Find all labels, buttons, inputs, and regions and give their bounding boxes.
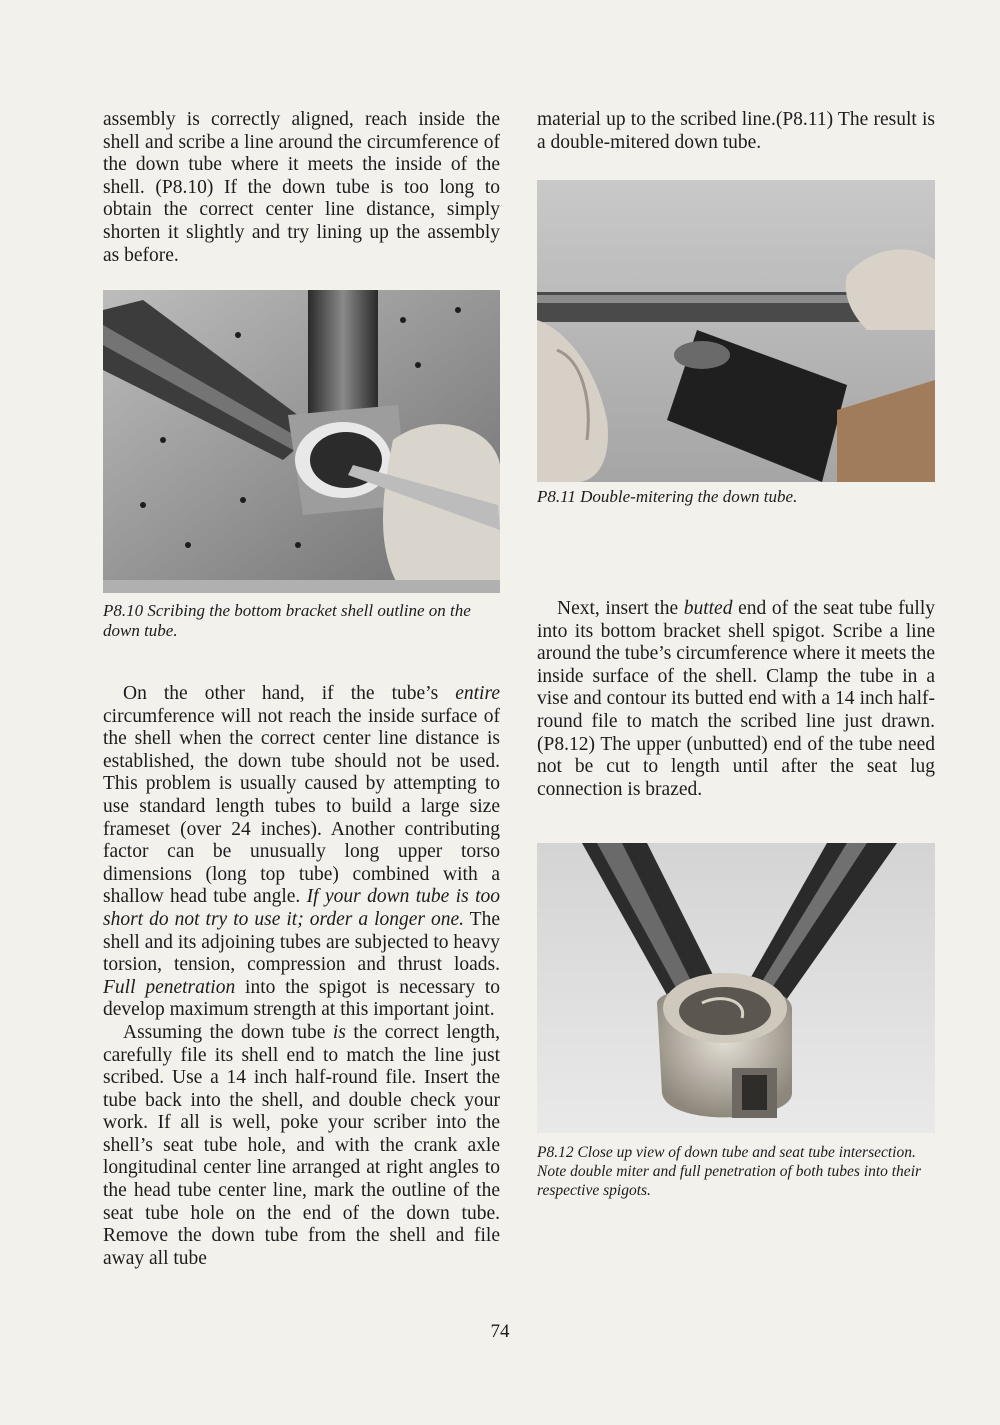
- left-paragraph-1: assembly is correctly aligned, reach inside the shell and scribe a line around the circumference of the down tube where it meets the inside of the shell. (P8.10) If the down tube is too long to obtain the correct center line distance, simply shorten it slightly and try lining up the assembly as before.: [103, 109, 500, 266]
- right-paragraph-2: [537, 598, 935, 801]
- emphasis-run: butted: [683, 598, 733, 619]
- photo-p8-10-image: [103, 290, 500, 593]
- right-paragraph-1: material up to the scribed line.(P8.11) The result is a double-mitered down tube.: [537, 109, 935, 153]
- text-run: the correct length, carefully file its shell end to match the line just scribed. Use a 14 inch half-round file. Insert the tube back into the shell, and double check your work. If all is well, poke your scriber into the shell’s seat tube hole, and with the crank axle longitudinal center line arranged at right angles to the head tube center line, mark the outline of the seat tube hole on the end of the down tube. Remove the down tube from the shell and file away all tube: [103, 1021, 501, 1269]
- emphasis-run: If your down tube is too short do not try to use it; order a longer one.: [103, 886, 500, 930]
- text-run: circumference will not reach the inside surface of the shell when the correct center line distance is established, the down tube should not be used. This problem is usually caused by attempting to use standard length tubes to build a large size frameset (over 24 inches). Another contributing factor can be unusually long upper torso dimensions (long top tube) combined with a shallow head tube angle.: [103, 705, 500, 908]
- left-column-bottom: [103, 683, 500, 1270]
- right-column-middle: [537, 598, 935, 801]
- photo-p8-12-image: [537, 843, 935, 1133]
- caption-p8-10: P8.10 Scribing the bottom bracket shell outline on the down tube.: [103, 601, 471, 640]
- emphasis-run: Full penetration: [103, 976, 236, 998]
- photo-p8-12: [537, 843, 935, 1133]
- photo-p8-11: [537, 180, 935, 482]
- emphasis-run: is: [332, 1021, 346, 1043]
- emphasis-run: entire: [455, 683, 500, 704]
- photo-p8-10: [103, 290, 500, 593]
- text-run: On the other hand, if the tube’s: [123, 683, 456, 704]
- caption-p8-11: P8.11 Double-mitering the down tube.: [537, 487, 798, 506]
- text-run: end of the seat tube fully into its bottom bracket shell spigot. Scribe a line around the tube’s circumference where it meets the inside surface of the shell. Clamp the tube in a vise and contour its butted end with a 14 inch half-round file to match the scribed line just drawn. (P8.12) The upper (unbutted) end of the tube need not be cut to length until after the seat lug connection is brazed.: [537, 598, 935, 800]
- left-column-top: [103, 109, 500, 267]
- left-paragraph-3: [103, 1022, 500, 1271]
- text-run: into the spigot is necessary to develop maximum strength at this important joint.: [103, 976, 500, 1021]
- photo-p8-11-image: [537, 180, 935, 482]
- left-paragraph-2: [103, 683, 500, 1022]
- caption-p8-12: P8.12 Close up view of down tube and seat tube intersection. Note double miter and full penetration of both tubes into their respective spigots.: [537, 1144, 922, 1199]
- page-number: 74: [490, 1321, 510, 1342]
- text-run: Assuming the down tube: [123, 1021, 333, 1043]
- text-run: Next, insert the: [557, 598, 684, 619]
- text-run: The shell and its adjoining tubes are subjected to heavy torsion, tension, compression and thrust loads.: [103, 908, 501, 976]
- right-column-top: [537, 109, 935, 154]
